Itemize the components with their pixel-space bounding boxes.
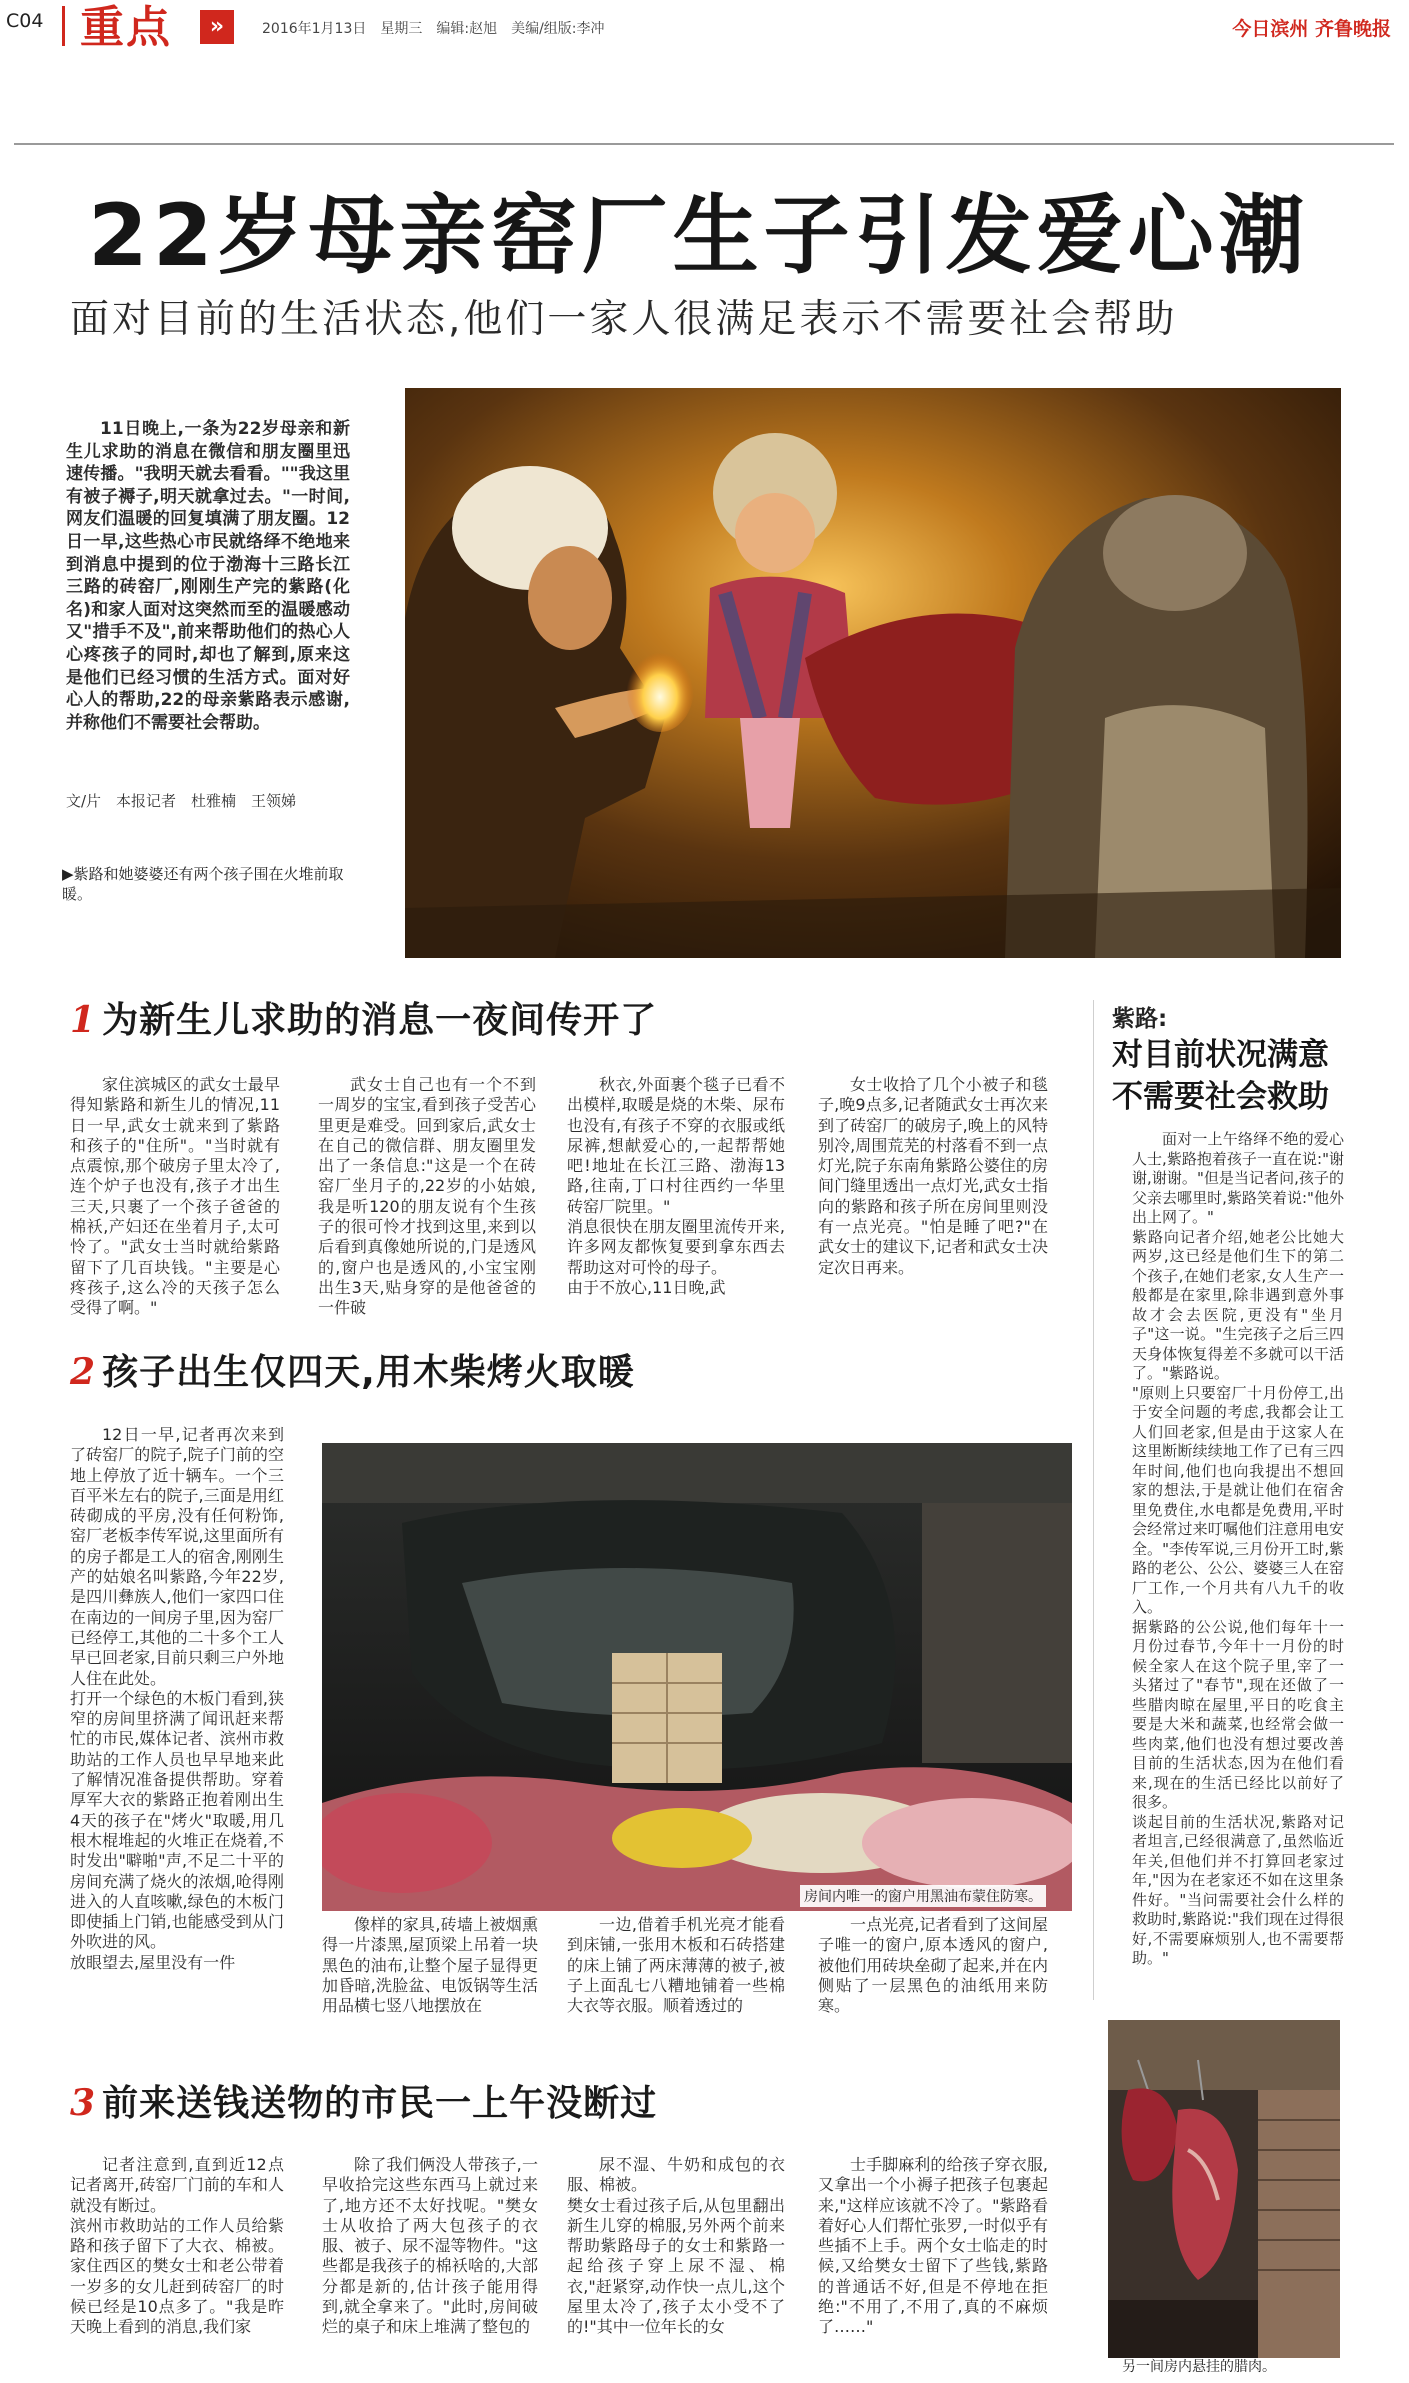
- section3-column-3: 尿不湿、牛奶和成包的衣服、棉被。 樊女士看过孩子后,从包里翻出新生儿穿的棉服,另外两个前来帮助紫路母子的女士和紫路一起给孩子穿上尿不湿、棉衣,"赶紧穿,动作快一点儿,这个屋里太冷了,孩子太小受不了的!"其中一位年长的女: [567, 2155, 785, 2337]
- page-number: C04: [6, 10, 44, 32]
- main-photo-family-by-fire: [405, 388, 1341, 958]
- section1-column-2: 武女士自己也有一个不到一周岁的宝宝,看到孩子受苦心里更是难受。回到家后,武女士在自己的微信群、朋友圈里发出了一条信息:"这是一个在砖窑厂坐月子的,22岁的小姑娘,我是听120的朋友说有个生孩子的很可怜才找到这里,来到以后看到真像她所说的,门是透风的,窗户也是透风的,小宝宝刚出生3天,贴身穿的是他爸爸的一件破: [318, 1075, 536, 1318]
- top-rule: [14, 143, 1394, 145]
- section-number: 1: [70, 999, 97, 1041]
- headline: 22岁母亲窑厂生子引发爱心潮: [88, 186, 1310, 286]
- byline: 文/片 本报记者 杜雅楠 王领娣: [66, 792, 297, 810]
- sidebar-rule: [1093, 1000, 1094, 2000]
- section-name: 重点: [80, 2, 172, 53]
- section1-column-1: 家住滨城区的武女士最早得知紫路和新生儿的情况,11日一早,武女士就来到了紫路和孩子的"住所"。"当时就有点震惊,那个破房子里太冷了,连个炉子也没有,孩子才出生三天,只裹了一个孩子爸爸的棉袄,产妇还在坐着月子,太可怜了。"武女士当时就给紫路留下了几百块钱。"主要是心疼孩子,这么冷的天孩子怎么受得了啊。": [70, 1075, 280, 1318]
- section-title: 孩子出生仅四天,用木柴烤火取暖: [102, 1352, 635, 1393]
- main-photo-caption: ▶紫路和她婆婆还有两个孩子围在火堆前取暖。: [62, 865, 344, 903]
- photo-dark-room-window: [322, 1443, 1072, 1911]
- section-number: 3: [70, 2082, 97, 2124]
- section3-column-1: 记者注意到,直到近12点记者离开,砖窑厂门前的车和人就没有断过。 滨州市救助站的工作人员给紫路和孩子留下了大衣、棉被。家住西区的樊女士和老公带着一岁多的女儿赶到砖窑厂的时候已经是10点多了。"我是昨天晚上看到的消息,我们家: [70, 2155, 284, 2337]
- section-heading-1: [70, 998, 657, 1043]
- photo-cured-meat: [1108, 2020, 1340, 2358]
- room-photo-caption: 房间内唯一的窗户用黑油布蒙住防寒。: [800, 1885, 1046, 1907]
- section-title: 前来送钱送物的市民一上午没断过: [102, 2083, 658, 2124]
- sidebar-kicker: 紫路:: [1112, 1006, 1168, 1032]
- section1-column-3: 秋衣,外面裹个毯子已看不出模样,取暖是烧的木柴、尿布也没有,有孩子不穿的衣服或纸尿裤,想献爱心的,一起帮帮她吧!地址在长江三路、渤海13路,往南,丁口村往西约一华里砖窑厂院里。" 消息很快在朋友圈里流传开来,许多网友都恢复要到拿东西去帮助这对可怜的母子。 由于不放心,11日晚,武: [567, 1075, 785, 1297]
- meat-photo-caption: 另一间房内悬挂的腊肉。: [1122, 2359, 1276, 2375]
- section2-column-4: 一点光亮,记者看到了这间屋子唯一的窗户,原本透风的窗户,被他们用砖块垒砌了起来,并在内侧贴了一层黑色的油纸用来防寒。: [818, 1915, 1048, 2016]
- section1-column-4: 女士收拾了几个小被子和毯子,晚9点多,记者随武女士再次来到了砖窑厂的破房子,晚上的风特别冷,周围荒芜的村落看不到一点灯光,院子东南角紫路公婆住的房间门缝里透出一点灯光,武女士指向的紫路和孩子所在房间里则没有一点光亮。"怕是睡了吧?"在武女士的建议下,记者和武女士决定次日再来。: [818, 1075, 1048, 1277]
- section2-column-2: 像样的家具,砖墙上被烟熏得一片漆黑,屋顶梁上吊着一块黑色的油布,让整个屋子显得更加昏暗,洗脸盆、电饭锅等生活用品横七竖八地摆放在: [322, 1915, 538, 2016]
- section2-column-3: 一边,借着手机光亮才能看到床铺,一张用木板和石砖搭建的床上铺了两床薄薄的被子,被子上面乱七八糟地铺着一些棉大衣等衣服。顺着透过的: [567, 1915, 785, 2016]
- newspaper-brand: 今日滨州 齐鲁晚报: [1232, 18, 1391, 40]
- section3-column-2: 除了我们俩没人带孩子,一早收拾完这些东西马上就过来了,地方还不太好找呢。"樊女士从收拾了两大包孩子的衣服、被子、尿不湿等物件。"这些都是我孩子的棉袄啥的,大部分都是新的,估计孩子能用得到,就全拿来了。"此时,房间破烂的桌子和床上堆满了整包的: [322, 2155, 538, 2337]
- masthead: [0, 0, 1409, 58]
- double-chevron-icon: »: [200, 10, 234, 44]
- masthead-divider: [62, 6, 65, 46]
- section-heading-3: [70, 2081, 657, 2126]
- section-heading-2: [70, 1350, 635, 1395]
- section3-column-4: 士手脚麻利的给孩子穿衣服,又拿出一个小褥子把孩子包裹起来,"这样应该就不冷了。"紫路看着好心人们帮忙张罗,一时似乎有些插不上手。两个女士临走的时候,又给樊女士留下了些钱,紫路的普通话不好,但是不停地在拒绝:"不用了,不用了,真的不麻烦了……": [818, 2155, 1048, 2337]
- section-title: 为新生儿求助的消息一夜间传开了: [102, 1000, 658, 1041]
- sidebar-title: 对目前状况满意不需要社会救助: [1112, 1037, 1329, 1115]
- issue-info: 2016年1月13日 星期三 编辑:赵旭 美编/组版:李冲: [262, 21, 605, 37]
- lead-paragraph: 11日晚上,一条为22岁母亲和新生儿求助的消息在微信和朋友圈里迅速传播。"我明天就去看看。""我这里有被子褥子,明天就拿过去。"一时间,网友们温暖的回复填满了朋友圈。12日一早,这些热心市民就络绎不绝地来到消息中提到的位于渤海十三路长江三路的砖窑厂,刚刚生产完的紫路(化名)和家人面对这突然而至的温暖感动又"措手不及",前来帮助他们的热心人心疼孩子的同时,却也了解到,原来这是他们已经习惯的生活方式。面对好心人的帮助,22的母亲紫路表示感谢,并称他们不需要社会帮助。: [66, 419, 350, 733]
- subheadline: 面对目前的生活状态,他们一家人很满足表示不需要社会帮助: [70, 297, 1178, 342]
- section-number: 2: [70, 1351, 97, 1393]
- sidebar-body: 面对一上午络绎不绝的爱心人士,紫路抱着孩子一直在说:"谢谢,谢谢。"但是当记者问,孩子的父亲去哪里时,紫路笑着说:"他外出上网了。" 紫路向记者介绍,她老公比她大两岁,这已经是他们生下的第二个孩子,在她们老家,女人生产一般都是在家里,除非遇到意外事故才会去医院,更没有"坐月子"这一说。"生完孩子之后三四天身体恢复得差不多就可以干活了。"紫路说。 "原则上只要窑厂十月份停工,出于安全问题的考虑,我都会让工人们回老家,但是由于这家人在这里断断续续地工作了已有三四年时间,他们也向我提出不想回家的想法,于是就让他们在宿舍里免费住,水电都是免费用,平时会经常过来叮嘱他们注意用电安全。"李传军说,三月份开工时,紫路的老公、公公、婆婆三人在窑厂工作,一个月共有八九千的收入。 据紫路的公公说,他们每年十一月份过春节,今年十一月份的时候全家人在这个院子里,宰了一头猪过了"春节",现在还做了一些腊肉晾在屋里,平日的吃食主要是大米和蔬菜,也经常会做一些肉菜,他们也没有想过要改善目前的生活状态,因为在他们看来,现在的生活已经比以前好了很多。 谈起目前的生活状况,紫路对记者坦言,已经很满意了,虽然临近年关,但他们并不打算回老家过年,"因为在老家还不如在这里条件好。"当问需要社会什么样的救助时,紫路说:"我们现在过得很好,不需要麻烦别人,也不需要帮助。": [1132, 1130, 1344, 1967]
- section2-column-1: 12日一早,记者再次来到了砖窑厂的院子,院子门前的空地上停放了近十辆车。一个三百平米左右的院子,三面是用红砖砌成的平房,没有任何粉饰,窑厂老板李传军说,这里面所有的房子都是工人的宿舍,刚刚生产的姑娘名叫紫路,今年22岁,是四川彝族人,他们一家四口住在南边的一间房子里,因为窑厂已经停工,其他的二十多个工人早已回老家,目前只剩三户外地人住在此处。 打开一个绿色的木板门看到,狭窄的房间里挤满了闻讯赶来帮忙的市民,媒体记者、滨州市救助站的工作人员也早早地来此了解情况准备提供帮助。穿着厚军大衣的紫路正抱着刚出生4天的孩子在"烤火"取暖,用几根木棍堆起的火堆正在烧着,不时发出"噼啪"声,不足二十平的房间充满了烧火的浓烟,呛得刚进入的人直咳嗽,绿色的木板门即使插上门销,也能感受到从门外吹进的风。 放眼望去,屋里没有一件: [70, 1425, 284, 1972]
